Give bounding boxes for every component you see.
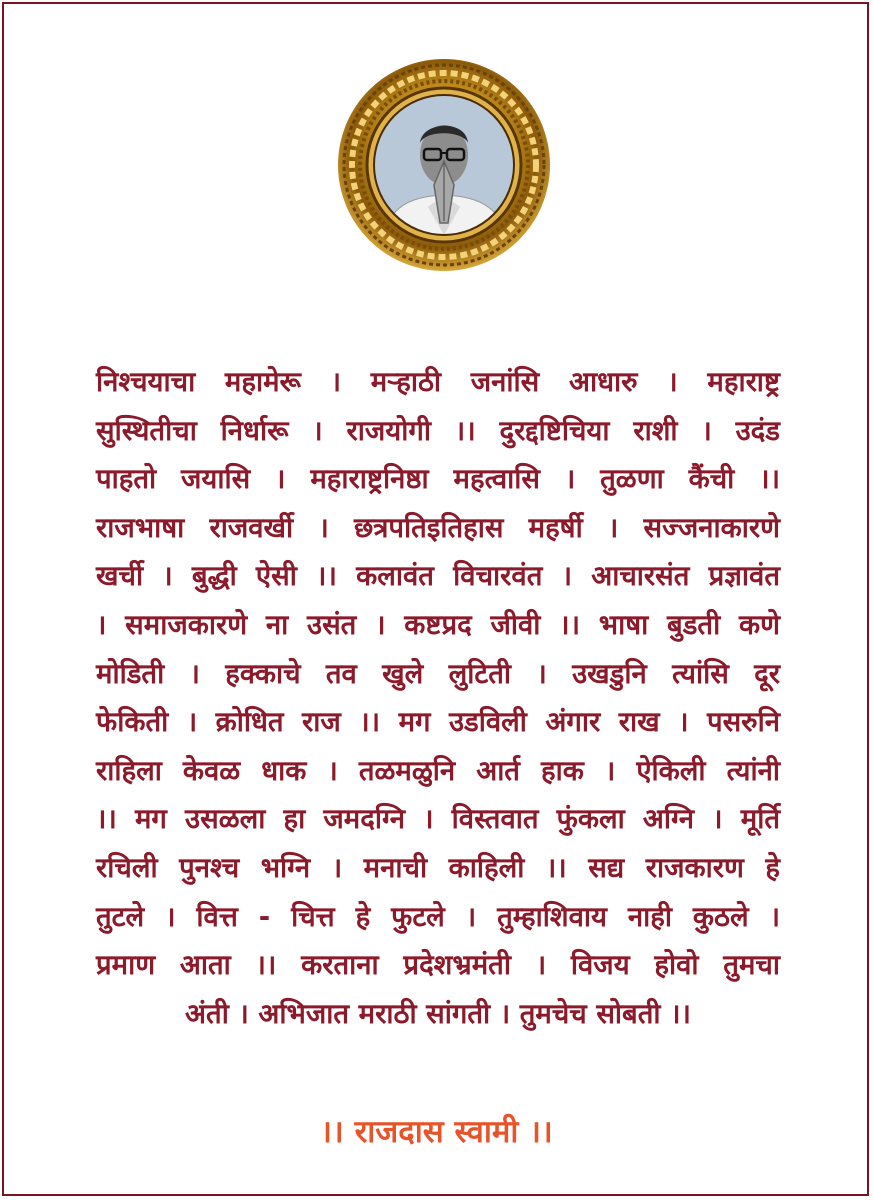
- poem-line: खर्ची । बुद्धी ऐसी ।। कलावंत विचारवंत । आचारसंत प्रज्ञावंत: [96, 560, 780, 593]
- poem-line: ।। मग उसळला हा जमदग्नि । विस्तवात फुंकला अग्नि । मूर्ति: [96, 803, 780, 836]
- poem-line: सुस्थितीचा निर्धारू । राजयोगी ।। दुरद्दष्टिचिया राशी । उदंड: [96, 414, 780, 447]
- signature: ।। राजदास स्वामी ।।: [320, 1114, 553, 1150]
- poem-line: प्रमाण आता ।। करताना प्रदेशभ्रमंती । विजय होवो तुमचा: [96, 949, 780, 982]
- framed-portrait-icon: [336, 57, 552, 273]
- poem-body: [96, 358, 780, 1038]
- poem-line: फेकिती । क्रोधित राज ।। मग उडविली अंगार राख । पसरुनि: [96, 706, 780, 739]
- poem-line: अंती । अभिजात मराठी सांगती । तुमचेच सोबती ।।: [185, 997, 691, 1030]
- framed-portrait: [336, 57, 552, 273]
- poem-line: मोडिती । हक्काचे तव खुले लुटिती । उखडुनि त्यांसि दूर: [96, 657, 780, 690]
- poem-line: निश्चयाचा महामेरू । मऱ्हाठी जनांसि आधारु । महाराष्ट्र: [96, 366, 780, 398]
- poem-line: । समाजकारणे ना उसंत । कष्टप्रद जीवी ।। भाषा बुडती कणे: [96, 608, 780, 641]
- poem-line: राहिला केवळ धाक । तळमळुनि आर्त हाक । ऐकिली त्यांनी: [96, 754, 780, 787]
- poem-line: तुटले । वित्त - चित्त हे फुटले । तुम्हाशिवाय नाही कुठले ।: [96, 900, 780, 933]
- poem-line: राजभाषा राजवर्खी । छत्रपतिइतिहास महर्षी । सज्जनाकारणे: [96, 511, 780, 544]
- poem-line: पाहतो जयासि । महाराष्ट्रनिष्ठा महत्वासि । तुळणा कैंची ।।: [96, 463, 780, 496]
- poem-line: रचिली पुनश्च भग्नि । मनाची काहिली ।। सद्य राजकारण हे: [96, 851, 780, 884]
